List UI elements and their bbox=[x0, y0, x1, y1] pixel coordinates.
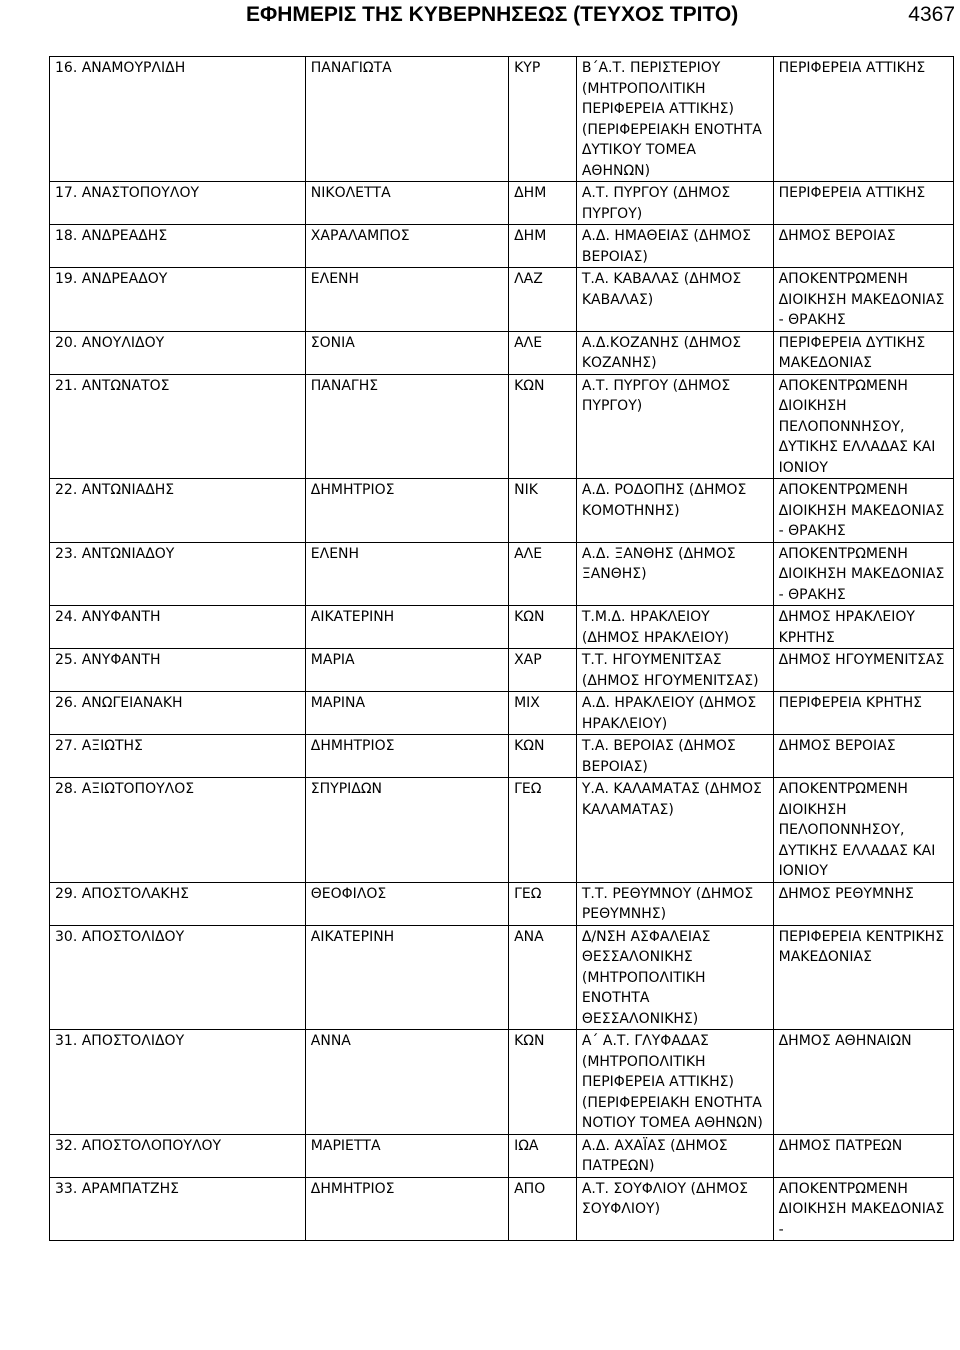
table-row bbox=[50, 925, 954, 1030]
row-number: 18. bbox=[55, 228, 78, 244]
service-unit-cell: Υ.Α. ΚΑΛΑΜΑΤΑΣ (ΔΗΜΟΣ ΚΑΛΑΜΑΤΑΣ) bbox=[576, 778, 773, 883]
number-surname-cell bbox=[50, 1134, 306, 1177]
table-row bbox=[50, 479, 954, 543]
surname: ΑΝΩΓΕΙΑΝΑΚΗ bbox=[81, 695, 183, 711]
father-name-cell: ΑΝΑ bbox=[509, 925, 577, 1030]
region-cell: ΠΕΡΙΦΕΡΕΙΑ ΑΤΤΙΚΗΣ bbox=[773, 57, 953, 182]
service-unit-cell: Β΄Α.Τ. ΠΕΡΙΣΤΕΡΙΟΥ (ΜΗΤΡΟΠΟΛΙΤΙΚΗ ΠΕΡΙΦΕΡΕΙΑ ΑΤΤΙΚΗΣ) (ΠΕΡΙΦΕΡΕΙΑΚΗ ΕΝΟΤΗΤΑ ΔΥΤΙΚΟΥ ΤΟΜΕΑ ΑΘΗΝΩΝ) bbox=[576, 57, 773, 182]
region-cell: ΔΗΜΟΣ ΒΕΡΟΙΑΣ bbox=[773, 735, 953, 778]
region-cell: ΑΠΟΚΕΝΤΡΩΜΕΝΗ ΔΙΟΙΚΗΣΗ ΠΕΛΟΠΟΝΝΗΣΟΥ, ΔΥΤΙΚΗΣ ΕΛΛΑΔΑΣ ΚΑΙ ΙΟΝΙΟΥ bbox=[773, 374, 953, 479]
number-surname-cell bbox=[50, 225, 306, 268]
table-row bbox=[50, 778, 954, 883]
region-cell: ΑΠΟΚΕΝΤΡΩΜΕΝΗ ΔΙΟΙΚΗΣΗ ΜΑΚΕΔΟΝΙΑΣ - bbox=[773, 1177, 953, 1241]
service-unit-cell: Α.Δ. ΗΡΑΚΛΕΙΟΥ (ΔΗΜΟΣ ΗΡΑΚΛΕΙΟΥ) bbox=[576, 692, 773, 735]
region-cell: ΔΗΜΟΣ ΗΡΑΚΛΕΙΟΥ ΚΡΗΤΗΣ bbox=[773, 606, 953, 649]
table-row bbox=[50, 606, 954, 649]
surname: ΑΝΥΦΑΝΤΗ bbox=[81, 609, 161, 625]
surname: ΑΝΟΥΛΙΔΟΥ bbox=[81, 334, 165, 351]
surname: ΑΡΑΜΠΑΤΖΗΣ bbox=[81, 1180, 180, 1197]
first-name-cell: ΜΑΡΙΕΤΤΑ bbox=[305, 1134, 508, 1177]
surname: ΑΝΔΡΕΑΔΗΣ bbox=[81, 228, 168, 244]
table-row bbox=[50, 1134, 954, 1177]
surname: ΑΞΙΩΤΟΠΟΥΛΟΣ bbox=[81, 781, 195, 797]
first-name-cell: ΠΑΝΑΓΙΩΤΑ bbox=[305, 57, 508, 182]
row-number: 22. bbox=[55, 482, 78, 498]
service-unit-cell: Α.Δ. ΡΟΔΟΠΗΣ (ΔΗΜΟΣ ΚΟΜΟΤΗΝΗΣ) bbox=[576, 479, 773, 543]
table-row bbox=[50, 882, 954, 925]
first-name-cell: ΔΗΜΗΤΡΙΟΣ bbox=[305, 735, 508, 778]
service-unit-cell: Α.Τ. ΠΥΡΓΟΥ (ΔΗΜΟΣ ΠΥΡΓΟΥ) bbox=[576, 182, 773, 225]
row-number: 17. bbox=[55, 185, 78, 201]
number-surname-cell bbox=[50, 649, 306, 692]
surname: ΑΝΑΜΟΥΡΛΙΔΗ bbox=[81, 60, 186, 76]
number-surname-cell bbox=[50, 182, 306, 225]
first-name-cell: ΑΝΝΑ bbox=[305, 1030, 508, 1135]
row-number: 19. bbox=[55, 271, 78, 287]
row-number: 27. bbox=[55, 738, 78, 754]
number-surname-cell bbox=[50, 542, 306, 606]
row-number: 23. bbox=[55, 545, 78, 562]
service-unit-cell: Τ.Α. ΒΕΡΟΙΑΣ (ΔΗΜΟΣ ΒΕΡΟΙΑΣ) bbox=[576, 735, 773, 778]
service-unit-cell: Α.Δ. ΗΜΑΘΕΙΑΣ (ΔΗΜΟΣ ΒΕΡΟΙΑΣ) bbox=[576, 225, 773, 268]
service-unit-cell: Α.Τ. ΠΥΡΓΟΥ (ΔΗΜΟΣ ΠΥΡΓΟΥ) bbox=[576, 374, 773, 479]
first-name-cell: ΝΙΚΟΛΕΤΤΑ bbox=[305, 182, 508, 225]
table-row bbox=[50, 1177, 954, 1241]
region-cell: ΑΠΟΚΕΝΤΡΩΜΕΝΗ ΔΙΟΙΚΗΣΗ ΜΑΚΕΔΟΝΙΑΣ - ΘΡΑΚΗΣ bbox=[773, 479, 953, 543]
service-unit-cell: Τ.Α. ΚΑΒΑΛΑΣ (ΔΗΜΟΣ ΚΑΒΑΛΑΣ) bbox=[576, 268, 773, 332]
father-name-cell: ΚΩΝ bbox=[509, 1030, 577, 1135]
father-name-cell: ΔΗΜ bbox=[509, 225, 577, 268]
service-unit-cell: Τ.Μ.Δ. ΗΡΑΚΛΕΙΟΥ (ΔΗΜΟΣ ΗΡΑΚΛΕΙΟΥ) bbox=[576, 606, 773, 649]
region-cell: ΠΕΡΙΦΕΡΕΙΑ ΔΥΤΙΚΗΣ ΜΑΚΕΔΟΝΙΑΣ bbox=[773, 331, 953, 374]
father-name-cell: ΛΑΖ bbox=[509, 268, 577, 332]
number-surname-cell bbox=[50, 1030, 306, 1135]
service-unit-cell: Α.Δ. ΞΑΝΘΗΣ (ΔΗΜΟΣ ΞΑΝΘΗΣ) bbox=[576, 542, 773, 606]
service-unit-cell: Α.Δ.ΚΟΖΑΝΗΣ (ΔΗΜΟΣ ΚΟΖΑΝΗΣ) bbox=[576, 331, 773, 374]
number-surname-cell bbox=[50, 606, 306, 649]
father-name-cell: ΓΕΩ bbox=[509, 882, 577, 925]
row-number: 21. bbox=[55, 377, 78, 394]
father-name-cell: ΚΩΝ bbox=[509, 735, 577, 778]
table-row bbox=[50, 735, 954, 778]
number-surname-cell bbox=[50, 882, 306, 925]
number-surname-cell bbox=[50, 925, 306, 1030]
service-unit-cell: Α.Τ. ΣΟΥΦΛΙΟΥ (ΔΗΜΟΣ ΣΟΥΦΛΙΟΥ) bbox=[576, 1177, 773, 1241]
region-cell: ΔΗΜΟΣ ΑΘΗΝΑΙΩΝ bbox=[773, 1030, 953, 1135]
service-unit-cell: Δ/ΝΣΗ ΑΣΦΑΛΕΙΑΣ ΘΕΣΣΑΛΟΝΙΚΗΣ (ΜΗΤΡΟΠΟΛΙΤΙΚΗ ΕΝΟΤΗΤΑ ΘΕΣΣΑΛΟΝΙΚΗΣ) bbox=[576, 925, 773, 1030]
first-name-cell: ΣΠΥΡΙΔΩΝ bbox=[305, 778, 508, 883]
service-unit-cell: Α.Δ. ΑΧΑΪΑΣ (ΔΗΜΟΣ ΠΑΤΡΕΩΝ) bbox=[576, 1134, 773, 1177]
first-name-cell: ΔΗΜΗΤΡΙΟΣ bbox=[305, 1177, 508, 1241]
number-surname-cell bbox=[50, 778, 306, 883]
region-cell: ΑΠΟΚΕΝΤΡΩΜΕΝΗ ΔΙΟΙΚΗΣΗ ΠΕΛΟΠΟΝΝΗΣΟΥ, ΔΥΤΙΚΗΣ ΕΛΛΑΔΑΣ ΚΑΙ ΙΟΝΙΟΥ bbox=[773, 778, 953, 883]
region-cell: ΔΗΜΟΣ ΡΕΘΥΜΝΗΣ bbox=[773, 882, 953, 925]
surname: ΑΞΙΩΤΗΣ bbox=[81, 738, 143, 754]
region-cell: ΑΠΟΚΕΝΤΡΩΜΕΝΗ ΔΙΟΙΚΗΣΗ ΜΑΚΕΔΟΝΙΑΣ - ΘΡΑΚΗΣ bbox=[773, 268, 953, 332]
table-row bbox=[50, 182, 954, 225]
table-row bbox=[50, 692, 954, 735]
father-name-cell: ΓΕΩ bbox=[509, 778, 577, 883]
number-surname-cell bbox=[50, 692, 306, 735]
first-name-cell: ΜΑΡΙΝΑ bbox=[305, 692, 508, 735]
region-cell: ΔΗΜΟΣ ΠΑΤΡΕΩΝ bbox=[773, 1134, 953, 1177]
region-cell: ΔΗΜΟΣ ΗΓΟΥΜΕΝΙΤΣΑΣ bbox=[773, 649, 953, 692]
father-name-cell: ΧΑΡ bbox=[509, 649, 577, 692]
father-name-cell: ΚΩΝ bbox=[509, 374, 577, 479]
region-cell: ΠΕΡΙΦΕΡΕΙΑ ΑΤΤΙΚΗΣ bbox=[773, 182, 953, 225]
region-cell: ΠΕΡΙΦΕΡΕΙΑ ΚΡΗΤΗΣ bbox=[773, 692, 953, 735]
first-name-cell: ΕΛΕΝΗ bbox=[305, 542, 508, 606]
row-number: 28. bbox=[55, 781, 78, 797]
number-surname-cell bbox=[50, 374, 306, 479]
first-name-cell: ΑΙΚΑΤΕΡΙΝΗ bbox=[305, 606, 508, 649]
table-row bbox=[50, 542, 954, 606]
first-name-cell: ΜΑΡΙΑ bbox=[305, 649, 508, 692]
row-number: 16. bbox=[55, 60, 78, 76]
row-number: 29. bbox=[55, 885, 78, 902]
number-surname-cell bbox=[50, 331, 306, 374]
father-name-cell: ΑΠΟ bbox=[509, 1177, 577, 1241]
service-unit-cell: Τ.Τ. ΗΓΟΥΜΕΝΙΤΣΑΣ (ΔΗΜΟΣ ΗΓΟΥΜΕΝΙΤΣΑΣ) bbox=[576, 649, 773, 692]
surname: ΑΝΤΩΝΙΑΔΟΥ bbox=[81, 545, 175, 562]
surname: ΑΝΑΣΤΟΠΟΥΛΟΥ bbox=[81, 185, 200, 201]
first-name-cell: ΔΗΜΗΤΡΙΟΣ bbox=[305, 479, 508, 543]
father-name-cell: ΔΗΜ bbox=[509, 182, 577, 225]
number-surname-cell bbox=[50, 57, 306, 182]
father-name-cell: ΑΛΕ bbox=[509, 542, 577, 606]
page-header bbox=[0, 0, 960, 44]
table-row bbox=[50, 57, 954, 182]
father-name-cell: ΑΛΕ bbox=[509, 331, 577, 374]
surname: ΑΠΟΣΤΟΛΙΔΟΥ bbox=[81, 928, 185, 945]
row-number: 26. bbox=[55, 695, 78, 711]
row-number: 33. bbox=[55, 1180, 78, 1197]
region-cell: ΔΗΜΟΣ ΒΕΡΟΙΑΣ bbox=[773, 225, 953, 268]
row-number: 20. bbox=[55, 334, 78, 351]
region-cell: ΠΕΡΙΦΕΡΕΙΑ ΚΕΝΤΡΙΚΗΣ ΜΑΚΕΔΟΝΙΑΣ bbox=[773, 925, 953, 1030]
gazette-title: ΕΦΗΜΕΡΙΣ ΤΗΣ ΚΥΒΕΡΝΗΣΕΩΣ (ΤΕΥΧΟΣ ΤΡΙΤΟ) bbox=[246, 3, 739, 26]
table-body bbox=[50, 57, 954, 1241]
surname: ΑΠΟΣΤΟΛΟΠΟΥΛΟΥ bbox=[81, 1137, 222, 1154]
row-number: 32. bbox=[55, 1137, 78, 1154]
first-name-cell: ΧΑΡΑΛΑΜΠΟΣ bbox=[305, 225, 508, 268]
number-surname-cell bbox=[50, 268, 306, 332]
row-number: 31. bbox=[55, 1033, 78, 1049]
table-row bbox=[50, 374, 954, 479]
region-cell: ΑΠΟΚΕΝΤΡΩΜΕΝΗ ΔΙΟΙΚΗΣΗ ΜΑΚΕΔΟΝΙΑΣ - ΘΡΑΚΗΣ bbox=[773, 542, 953, 606]
row-number: 30. bbox=[55, 928, 78, 945]
first-name-cell: ΘΕΟΦΙΛΟΣ bbox=[305, 882, 508, 925]
father-name-cell: ΚΩΝ bbox=[509, 606, 577, 649]
first-name-cell: ΑΙΚΑΤΕΡΙΝΗ bbox=[305, 925, 508, 1030]
father-name-cell: ΝΙΚ bbox=[509, 479, 577, 543]
service-unit-cell: Τ.Τ. ΡΕΘΥΜΝΟΥ (ΔΗΜΟΣ ΡΕΘΥΜΝΗΣ) bbox=[576, 882, 773, 925]
father-name-cell: ΚΥΡ bbox=[509, 57, 577, 182]
number-surname-cell bbox=[50, 1177, 306, 1241]
personnel-table bbox=[49, 56, 954, 1241]
table-row bbox=[50, 649, 954, 692]
first-name-cell: ΠΑΝΑΓΗΣ bbox=[305, 374, 508, 479]
first-name-cell: ΕΛΕΝΗ bbox=[305, 268, 508, 332]
surname: ΑΠΟΣΤΟΛΑΚΗΣ bbox=[81, 885, 189, 902]
surname: ΑΝΥΦΑΝΤΗ bbox=[81, 652, 161, 668]
row-number: 25. bbox=[55, 652, 78, 668]
table-row bbox=[50, 1030, 954, 1135]
surname: ΑΝΤΩΝΑΤΟΣ bbox=[81, 377, 170, 394]
page-number: 4367 bbox=[908, 3, 955, 26]
row-number: 24. bbox=[55, 609, 78, 625]
table-row bbox=[50, 331, 954, 374]
surname: ΑΝΤΩΝΙΑΔΗΣ bbox=[81, 482, 175, 498]
number-surname-cell bbox=[50, 735, 306, 778]
surname: ΑΠΟΣΤΟΛΙΔΟΥ bbox=[81, 1033, 185, 1049]
father-name-cell: ΙΩΑ bbox=[509, 1134, 577, 1177]
table-row bbox=[50, 225, 954, 268]
surname: ΑΝΔΡΕΑΔΟΥ bbox=[81, 271, 168, 287]
first-name-cell: ΣΟΝΙΑ bbox=[305, 331, 508, 374]
father-name-cell: ΜΙΧ bbox=[509, 692, 577, 735]
service-unit-cell: Α΄ Α.Τ. ΓΛΥΦΑΔΑΣ (ΜΗΤΡΟΠΟΛΙΤΙΚΗ ΠΕΡΙΦΕΡΕΙΑ ΑΤΤΙΚΗΣ) (ΠΕΡΙΦΕΡΕΙΑΚΗ ΕΝΟΤΗΤΑ ΝΟΤΙΟΥ ΤΟΜΕΑ ΑΘΗΝΩΝ) bbox=[576, 1030, 773, 1135]
table-row bbox=[50, 268, 954, 332]
number-surname-cell bbox=[50, 479, 306, 543]
